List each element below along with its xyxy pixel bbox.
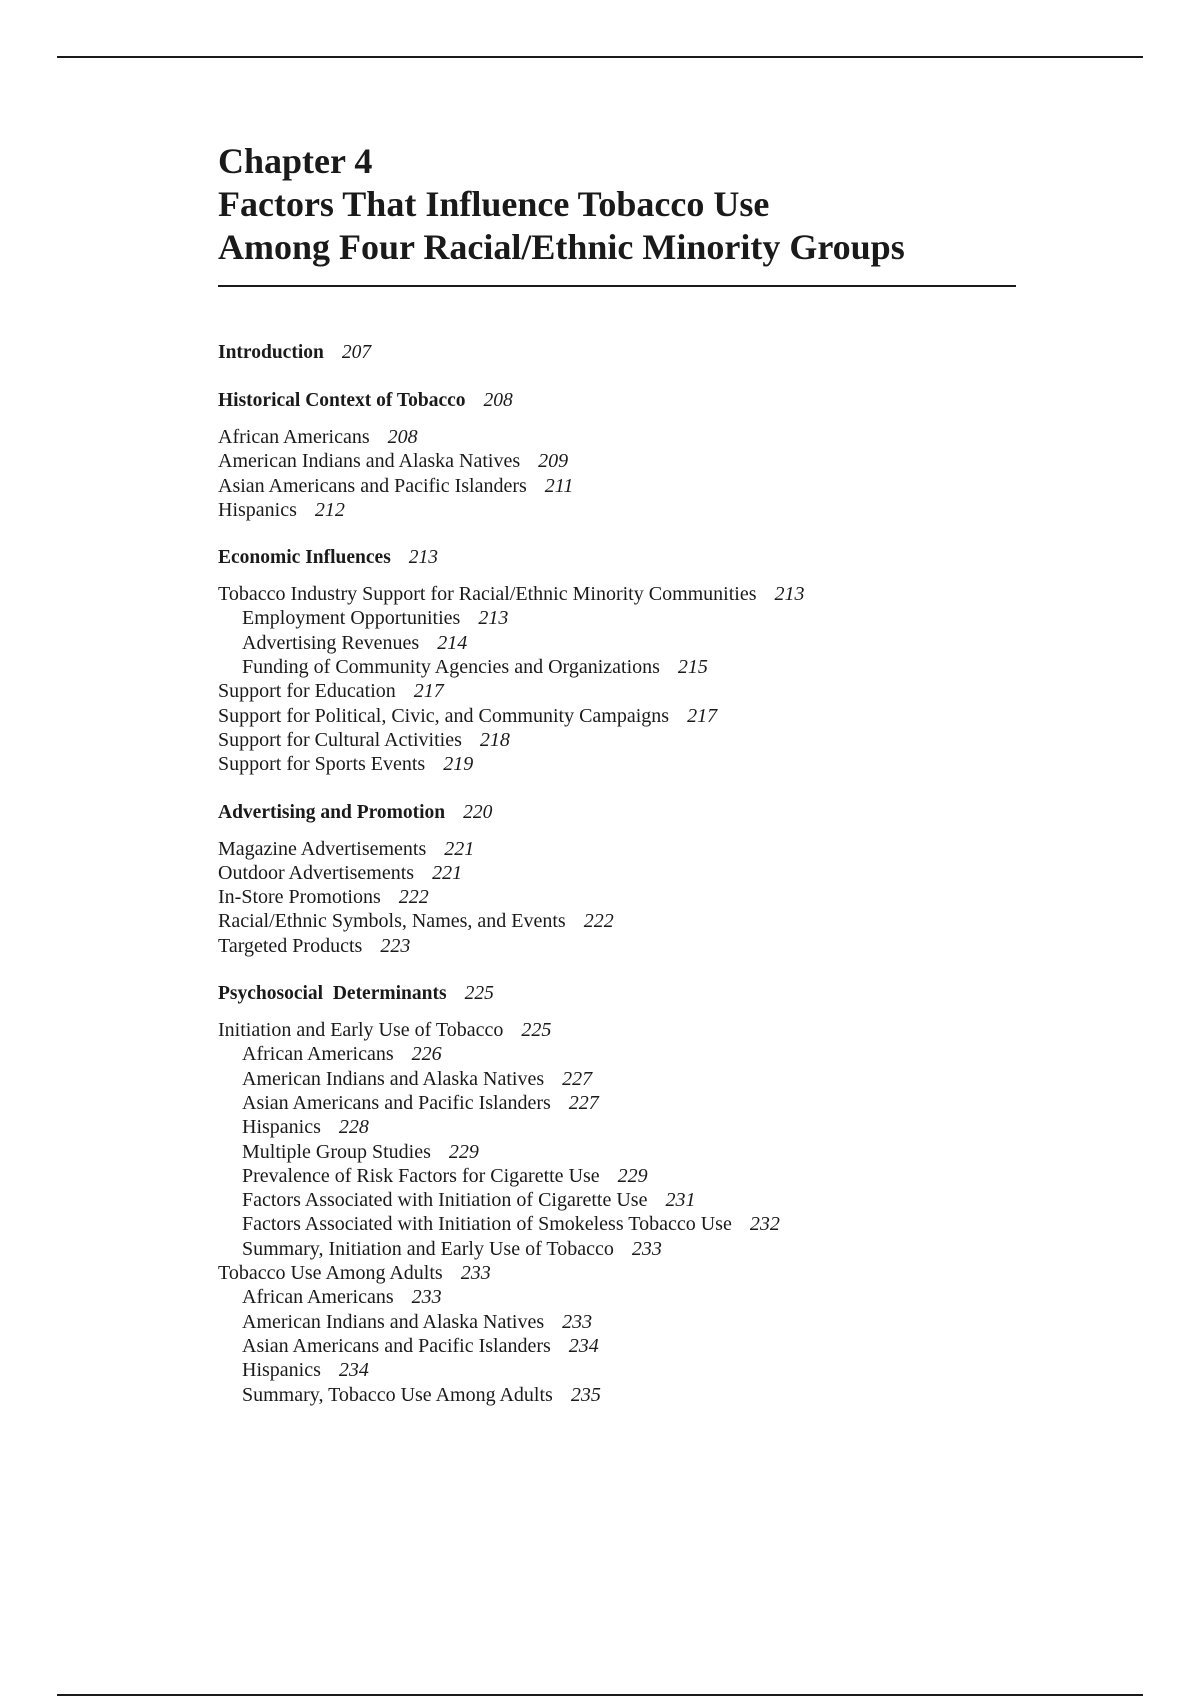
toc-section: [218, 389, 1018, 522]
toc-section: [218, 982, 1018, 1407]
toc-page-number: 221: [432, 861, 463, 884]
toc-entry-text: African Americans: [242, 1286, 394, 1309]
toc-entry-text: Support for Cultural Activities: [218, 728, 462, 751]
chapter-number: Chapter 4: [218, 141, 373, 181]
toc-page-number: 231: [665, 1189, 696, 1212]
toc-page-number: 227: [562, 1067, 593, 1090]
toc-entry-text: Outdoor Advertisements: [218, 861, 415, 884]
toc-entry[interactable]: [218, 679, 1018, 703]
toc-entry-text: Multiple Group Studies: [242, 1140, 431, 1163]
toc-page-number: 229: [617, 1164, 648, 1187]
toc-section-heading[interactable]: [218, 546, 1018, 570]
toc-entry-text: Prevalence of Risk Factors for Cigarette Use: [242, 1164, 600, 1187]
toc-entry-text: Tobacco Use Among Adults: [218, 1262, 443, 1285]
toc-section-heading-text: Historical Context of Tobacco: [218, 390, 466, 411]
toc-entry-text: Summary, Tobacco Use Among Adults: [242, 1383, 553, 1406]
toc-entry[interactable]: [218, 1115, 1018, 1139]
toc-entry[interactable]: [218, 425, 1018, 449]
toc-page-number: 213: [408, 547, 439, 569]
toc-page-number: 217: [413, 680, 444, 703]
toc-entry-text: Factors Associated with Initiation of Cigarette Use: [242, 1189, 648, 1212]
toc-page-number: 213: [774, 583, 805, 606]
toc-entry-text: Factors Associated with Initiation of Smokeless Tobacco Use: [242, 1213, 732, 1236]
toc-section: [218, 341, 1018, 365]
toc-entry[interactable]: [218, 1334, 1018, 1358]
toc-entry-text: Tobacco Industry Support for Racial/Ethnic Minority Communities: [218, 583, 757, 606]
toc-entry-text: Asian Americans and Pacific Islanders: [242, 1091, 551, 1114]
toc-entry[interactable]: [218, 1285, 1018, 1309]
toc-entry-text: Asian Americans and Pacific Islanders: [218, 474, 527, 497]
toc-entry[interactable]: [218, 728, 1018, 752]
toc-entry[interactable]: [218, 1237, 1018, 1261]
toc-page-number: 227: [568, 1091, 599, 1114]
toc-page-number: 228: [338, 1116, 369, 1139]
toc-entry[interactable]: [218, 1140, 1018, 1164]
page-content: [218, 140, 1018, 1431]
toc-entry[interactable]: [218, 909, 1018, 933]
toc-entry-text: African Americans: [242, 1043, 394, 1066]
toc-entry-text: Advertising Revenues: [242, 631, 420, 654]
toc-page-number: 218: [479, 728, 510, 751]
toc-entry[interactable]: [218, 498, 1018, 522]
toc-entry[interactable]: [218, 1310, 1018, 1334]
toc-section-heading[interactable]: [218, 801, 1018, 825]
toc-entry-text: American Indians and Alaska Natives: [242, 1067, 545, 1090]
toc-entry-text: Employment Opportunities: [242, 607, 461, 630]
toc-entry[interactable]: [218, 1018, 1018, 1042]
chapter-title: [218, 140, 1018, 269]
top-rule: [57, 56, 1143, 58]
toc-entry-text: Targeted Products: [218, 934, 363, 957]
toc-page-number: 213: [478, 607, 509, 630]
toc-entry[interactable]: [218, 582, 1018, 606]
toc-section-heading[interactable]: [218, 389, 1018, 413]
toc-page-number: 223: [380, 934, 411, 957]
toc-page-number: 232: [749, 1213, 780, 1236]
toc-page-number: 234: [338, 1359, 369, 1382]
toc-section-heading-text: Economic Influences: [218, 547, 391, 569]
toc-page-number: 233: [411, 1286, 442, 1309]
toc-entry[interactable]: [218, 1067, 1018, 1091]
toc-entry[interactable]: [218, 861, 1018, 885]
toc-page-number: 208: [483, 390, 513, 411]
toc-entry[interactable]: [218, 1358, 1018, 1382]
toc-page-number: 219: [443, 753, 474, 776]
toc-page-number: 208: [387, 426, 418, 448]
toc-section-heading-text: Advertising and Promotion: [218, 801, 446, 823]
toc-section: [218, 801, 1018, 958]
toc-page-number: 220: [463, 801, 493, 823]
toc-page-number: 211: [544, 474, 574, 497]
toc-page-number: 214: [437, 631, 468, 654]
toc-page-number: 222: [583, 910, 614, 933]
toc-page-number: 207: [341, 342, 372, 363]
bottom-rule: [57, 1694, 1143, 1696]
toc-entry[interactable]: [218, 1188, 1018, 1212]
toc-section-heading[interactable]: [218, 982, 1018, 1006]
chapter-title-line-1: Factors That Influence Tobacco Use: [218, 184, 770, 224]
chapter-title-line-2: Among Four Racial/Ethnic Minority Groups: [218, 227, 905, 267]
toc-entry-text: African Americans: [218, 426, 370, 448]
toc-page-number: 212: [314, 498, 345, 521]
toc-entry[interactable]: [218, 1164, 1018, 1188]
toc-entry-text: Racial/Ethnic Symbols, Names, and Events: [218, 910, 566, 933]
toc-page-number: 222: [398, 886, 429, 909]
toc-entry-text: Support for Education: [218, 680, 396, 703]
toc-entry[interactable]: [218, 837, 1018, 861]
toc-entry[interactable]: [218, 606, 1018, 630]
toc-page-number: 217: [687, 704, 718, 727]
toc-entry[interactable]: [218, 655, 1018, 679]
toc-entry-text: Hispanics: [218, 498, 297, 521]
toc-entry[interactable]: [218, 704, 1018, 728]
toc-entry-text: Initiation and Early Use of Tobacco: [218, 1019, 504, 1042]
toc-entry[interactable]: [218, 752, 1018, 776]
toc-entry-text: Hispanics: [242, 1359, 321, 1382]
toc-entry-text: Magazine Advertisements: [218, 837, 427, 860]
toc-entry[interactable]: [218, 449, 1018, 473]
toc-page-number: 235: [570, 1383, 601, 1406]
toc-entry-text: Support for Political, Civic, and Community Campaigns: [218, 704, 670, 727]
toc-entry-text: Support for Sports Events: [218, 753, 426, 776]
toc-page-number: 215: [677, 656, 708, 679]
toc-page-number: 234: [568, 1334, 599, 1357]
toc-entry[interactable]: [218, 934, 1018, 958]
toc-page-number: 226: [411, 1043, 442, 1066]
toc-entry[interactable]: [218, 1212, 1018, 1236]
toc-entry[interactable]: [218, 1091, 1018, 1115]
toc-entry-text: Summary, Initiation and Early Use of Tobacco: [242, 1237, 614, 1260]
toc-section-heading-text: Introduction: [218, 342, 324, 363]
toc-section-heading-text: Psychosocial Determinants: [218, 983, 447, 1005]
toc-entry-text: Hispanics: [242, 1116, 321, 1139]
toc-page-number: 233: [562, 1310, 593, 1333]
toc-entry-text: American Indians and Alaska Natives: [218, 450, 521, 473]
toc-section: [218, 546, 1018, 776]
toc-entry[interactable]: [218, 474, 1018, 498]
table-of-contents: [218, 341, 1018, 1407]
toc-page-number: 221: [444, 837, 475, 860]
title-rule: [218, 285, 1016, 287]
toc-entry[interactable]: [218, 1383, 1018, 1407]
toc-page-number: 229: [448, 1140, 479, 1163]
toc-page-number: 233: [631, 1237, 662, 1260]
toc-section-heading[interactable]: [218, 341, 1018, 365]
toc-page-number: 209: [538, 450, 569, 473]
toc-entry[interactable]: [218, 1261, 1018, 1285]
toc-entry[interactable]: [218, 631, 1018, 655]
toc-entry[interactable]: [218, 1042, 1018, 1066]
toc-entry-text: American Indians and Alaska Natives: [242, 1310, 545, 1333]
toc-entry-text: In-Store Promotions: [218, 886, 381, 909]
toc-page-number: 225: [521, 1019, 552, 1042]
toc-page-number: 225: [464, 983, 494, 1005]
toc-entry[interactable]: [218, 885, 1018, 909]
toc-page-number: 233: [460, 1262, 491, 1285]
toc-entry-text: Funding of Community Agencies and Organizations: [242, 656, 660, 679]
toc-entry-text: Asian Americans and Pacific Islanders: [242, 1334, 551, 1357]
